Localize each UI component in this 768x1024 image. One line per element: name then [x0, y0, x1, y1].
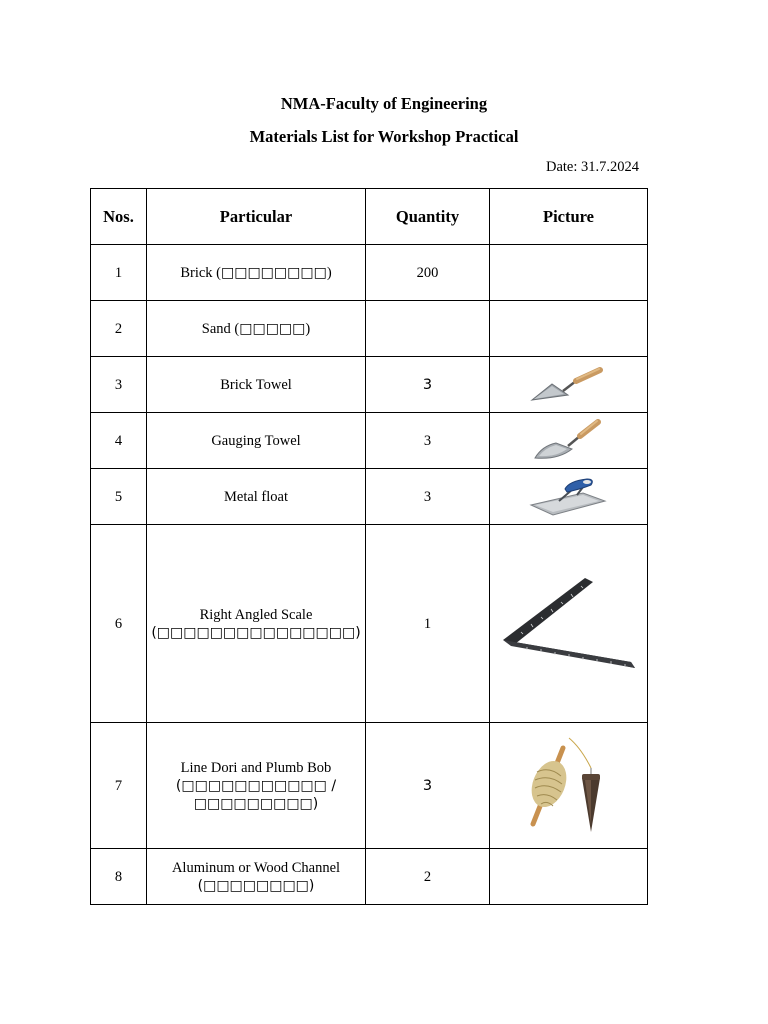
row-particular: Aluminum or Wood Channel (□□□□□□□□)	[147, 849, 366, 905]
date-label: Date: 31.7.2024	[545, 159, 639, 175]
row-quantity: 3	[366, 723, 490, 849]
row-particular: Brick Towel	[147, 357, 366, 413]
materials-table	[90, 188, 648, 905]
row-quantity: 3	[366, 469, 490, 525]
table-row	[91, 413, 648, 469]
row-number: 4	[91, 413, 147, 469]
row-quantity: 3	[366, 413, 490, 469]
row-particular: Brick (□□□□□□□□)	[147, 245, 366, 301]
table-row	[91, 469, 648, 525]
row-picture	[490, 849, 648, 905]
row-quantity: 3	[366, 357, 490, 413]
column-header-nos: Nos.	[91, 189, 147, 245]
column-header-picture: Picture	[490, 189, 648, 245]
row-particular: Metal float	[147, 469, 366, 525]
gauging-trowel-icon	[532, 418, 606, 464]
table-row	[91, 245, 648, 301]
table-row	[91, 525, 648, 723]
metal-float-icon	[529, 475, 609, 519]
row-number: 7	[91, 723, 147, 849]
row-picture	[490, 413, 648, 469]
page-subtitle: Materials List for Workshop Practical	[249, 127, 519, 146]
row-quantity: 200	[366, 245, 490, 301]
row-picture	[490, 525, 648, 723]
row-picture	[490, 245, 648, 301]
row-quantity: 1	[366, 525, 490, 723]
page-title: NMA-Faculty of Engineering	[280, 94, 488, 113]
row-particular: Sand (□□□□□)	[147, 301, 366, 357]
column-header-quantity: Quantity	[366, 189, 490, 245]
row-particular: Line Dori and Plumb Bob (□□□□□□□□□□□ / □□□□□□□□□)	[147, 723, 366, 849]
row-number: 1	[91, 245, 147, 301]
row-picture	[490, 469, 648, 525]
row-particular: Right Angled Scale (□□□□□□□□□□□□□□□)	[147, 525, 366, 723]
row-picture	[490, 723, 648, 849]
right-angle-square-icon	[501, 574, 637, 674]
table-header-row	[91, 189, 648, 245]
row-particular: Gauging Towel	[147, 413, 366, 469]
column-header-particular: Particular	[147, 189, 366, 245]
row-quantity	[366, 301, 490, 357]
line-dori-plumb-bob-icon	[519, 734, 619, 838]
table-row	[91, 301, 648, 357]
row-number: 3	[91, 357, 147, 413]
row-number: 6	[91, 525, 147, 723]
table-row	[91, 723, 648, 849]
row-picture	[490, 357, 648, 413]
row-number: 5	[91, 469, 147, 525]
brick-trowel-icon	[530, 364, 608, 406]
row-number: 2	[91, 301, 147, 357]
table-row	[91, 357, 648, 413]
row-number: 8	[91, 849, 147, 905]
row-quantity: 2	[366, 849, 490, 905]
row-picture	[490, 301, 648, 357]
table-row	[91, 849, 648, 905]
